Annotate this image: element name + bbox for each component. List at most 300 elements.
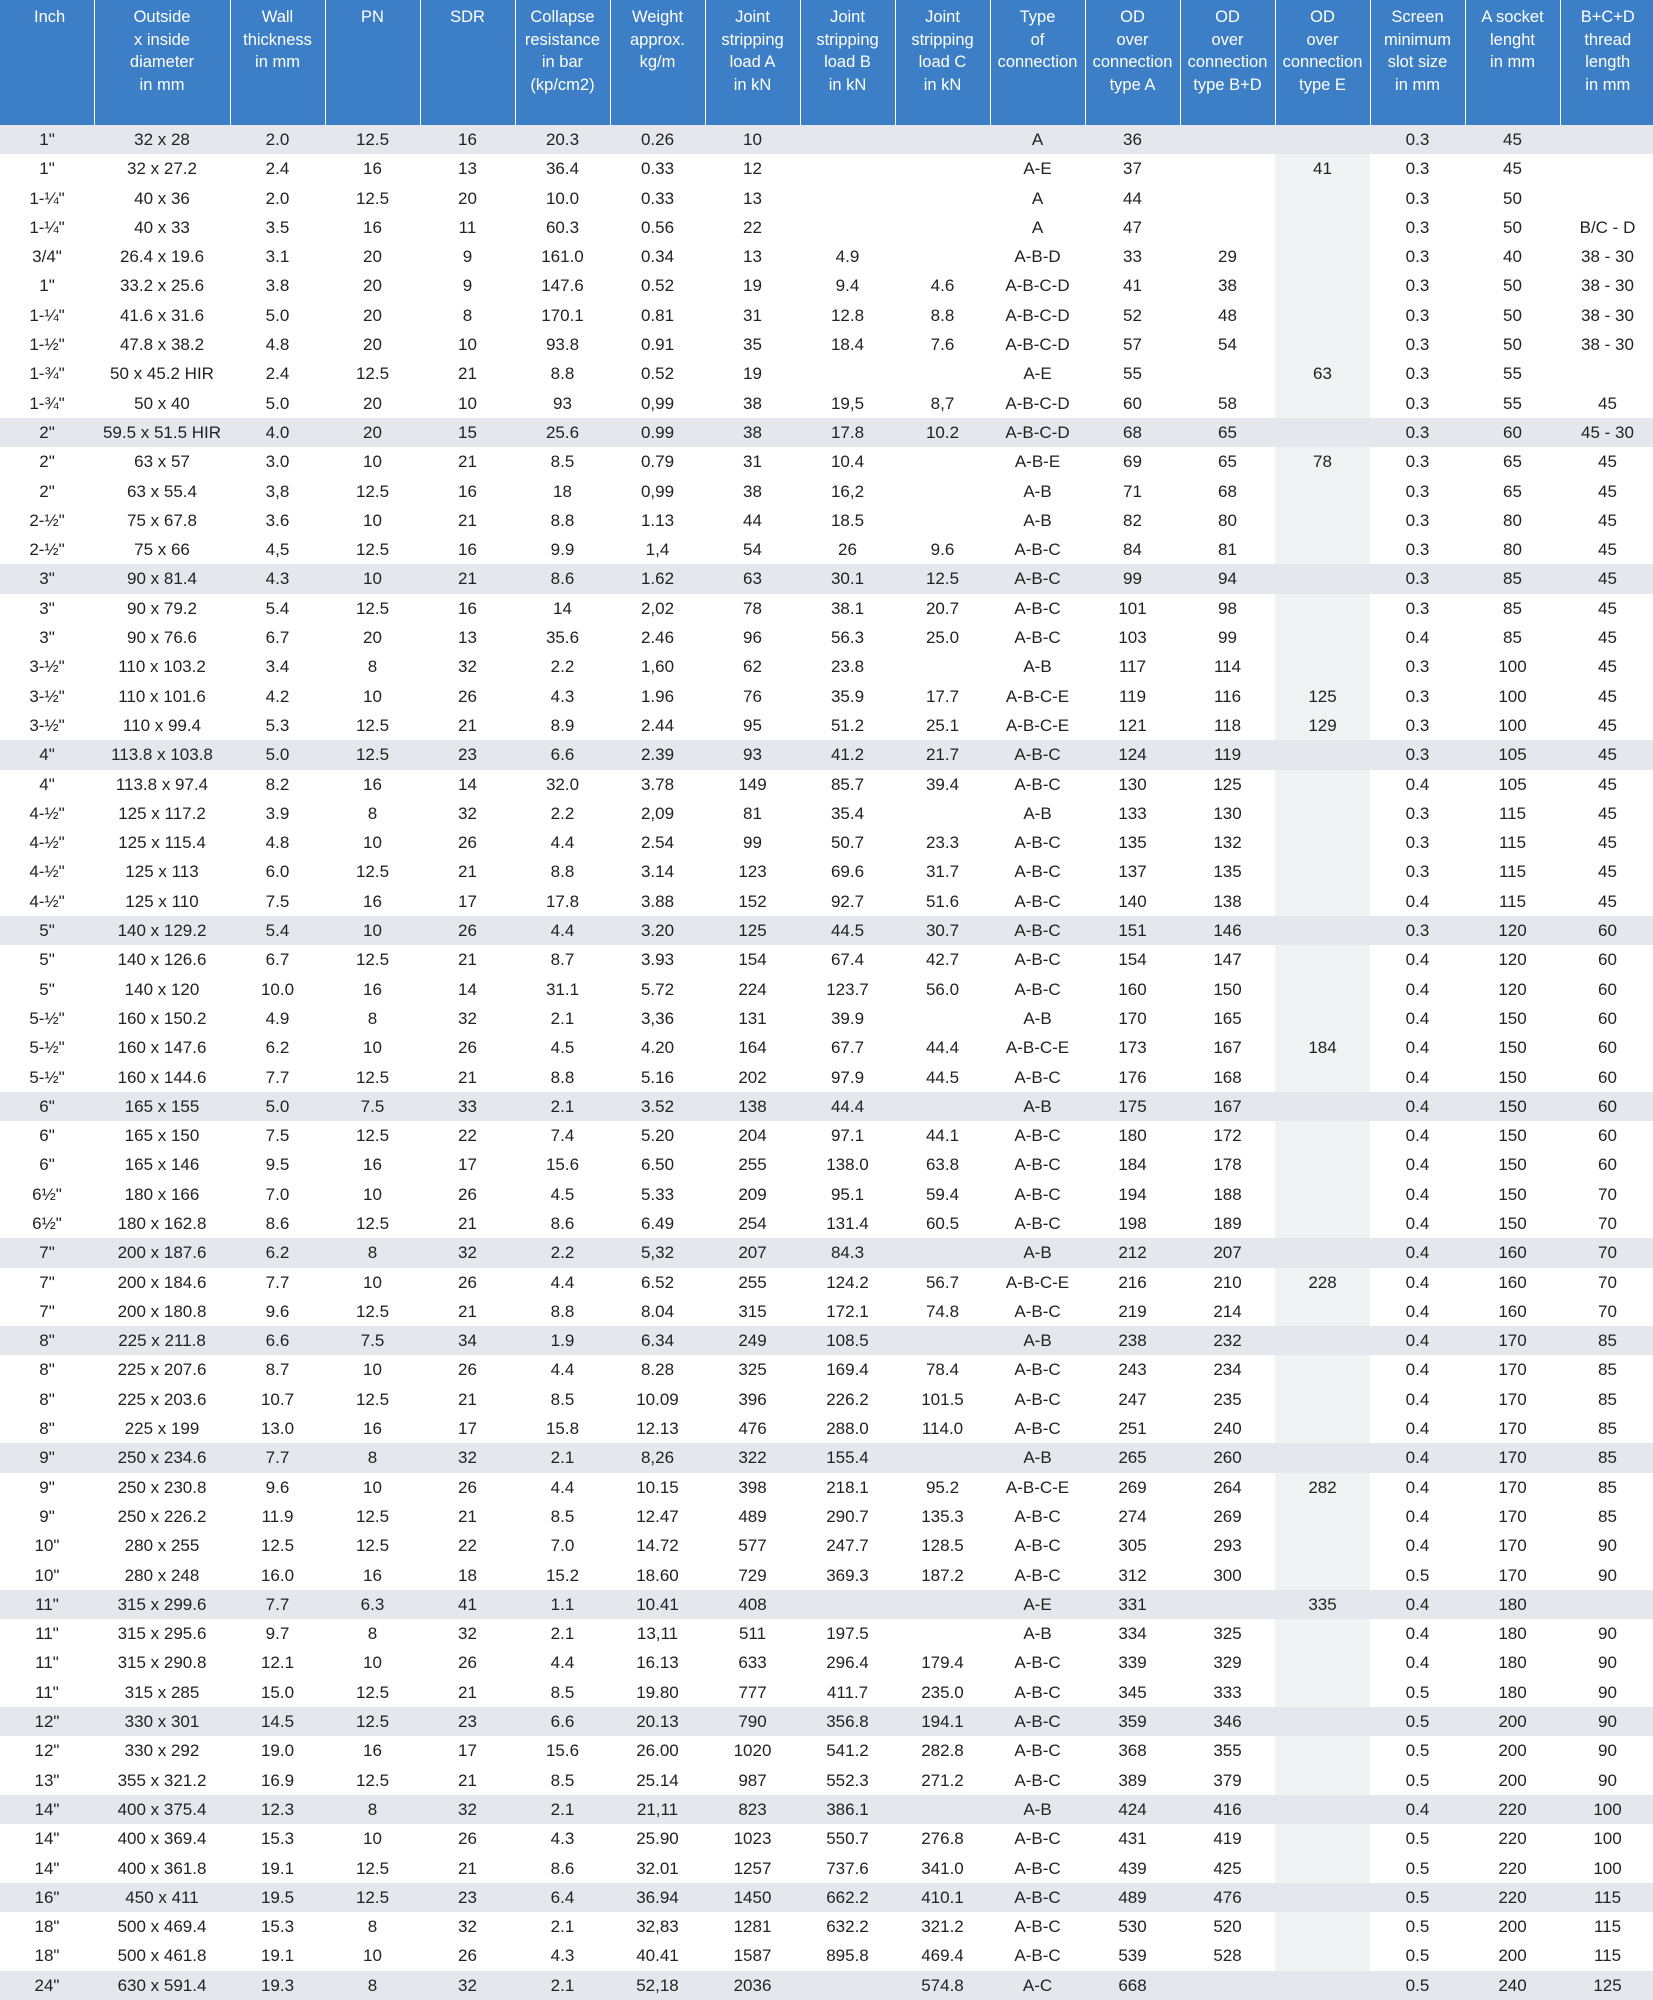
table-cell: 20	[363, 335, 382, 355]
table-cell: 32	[458, 803, 477, 823]
table-cell: 1.1	[515, 1590, 610, 1619]
table-cell: 154	[1118, 950, 1147, 970]
table-cell: 10	[325, 564, 420, 593]
table-cell: 115	[1498, 891, 1527, 911]
table-cell: 305	[1118, 1536, 1147, 1556]
table-cell: 35.6	[545, 628, 580, 648]
table-cell: 45	[1560, 740, 1653, 769]
table-cell: 85	[1503, 598, 1522, 618]
table-cell: 161.0	[541, 247, 584, 267]
table-cell: 38	[743, 393, 762, 413]
table-cell: 50.7	[830, 833, 865, 853]
table-cell: 7.4	[550, 1126, 575, 1146]
table-cell: 226.2	[826, 1389, 869, 1409]
table-cell: A-B-C	[990, 740, 1085, 769]
table-cell: 5.72	[640, 979, 675, 999]
table-cell: 150	[1498, 1008, 1527, 1028]
table-cell: 4.9	[265, 1008, 290, 1028]
table-cell	[895, 154, 990, 183]
table-cell: 6½"	[32, 1213, 62, 1233]
table-cell: A-B-C-D	[1005, 276, 1070, 296]
table-cell: 26	[420, 916, 515, 945]
table-cell: 12.5	[355, 1506, 390, 1526]
table-cell: 60	[1598, 1038, 1617, 1058]
table-cell: 9.5	[265, 1155, 290, 1175]
table-cell: B/C - D	[1579, 217, 1636, 237]
table-cell: A-B	[1023, 1624, 1052, 1644]
table-cell: 200	[1498, 1917, 1527, 1937]
table-cell: 220	[1465, 1795, 1560, 1824]
table-cell: 30.1	[800, 564, 895, 593]
table-cell: 0.4	[1405, 1038, 1430, 1058]
table-cell: 4.20	[640, 1038, 675, 1058]
table-cell: 135	[1213, 862, 1242, 882]
table-cell: 38 - 30	[1581, 305, 1634, 325]
table-cell: 18"	[34, 1917, 60, 1937]
table-cell	[1275, 1766, 1370, 1795]
table-cell: 38	[705, 418, 800, 447]
table-cell: A-B-C	[1014, 1858, 1061, 1878]
table-cell: 19.1	[260, 1858, 295, 1878]
table-cell: 108.5	[800, 1326, 895, 1355]
table-cell: 45	[1598, 510, 1617, 530]
table-cell: 3,36	[640, 1008, 675, 1028]
table-cell: 4.3	[550, 1829, 575, 1849]
table-cell: 9.6	[930, 540, 955, 560]
table-cell: 216	[1118, 1272, 1147, 1292]
table-cell: 6"	[39, 1155, 55, 1175]
table-cell: 341.0	[921, 1858, 964, 1878]
table-cell: 26	[458, 1272, 477, 1292]
table-cell	[1180, 1590, 1275, 1619]
table-cell: 4-½"	[29, 803, 65, 823]
table-row	[0, 1912, 1653, 1941]
table-cell: 550.7	[826, 1829, 869, 1849]
table-cell: 84	[1123, 540, 1142, 560]
table-cell: 0.3	[1405, 598, 1430, 618]
table-cell: 0.4	[1405, 774, 1430, 794]
table-cell: 12.47	[636, 1506, 679, 1526]
table-cell: 249	[705, 1326, 800, 1355]
table-row	[0, 975, 1653, 1004]
table-cell: 26	[458, 833, 477, 853]
table-cell: 31.7	[925, 862, 960, 882]
table-cell: 40 x 33	[134, 217, 190, 237]
table-cell: 13	[743, 247, 762, 267]
table-cell	[1275, 916, 1370, 945]
table-row	[0, 1238, 1653, 1267]
table-cell: 1"	[39, 159, 55, 179]
table-cell: 33.2 x 25.6	[119, 276, 205, 296]
table-cell: 10	[363, 1477, 382, 1497]
table-cell: 1-¼"	[29, 305, 65, 325]
table-row	[0, 1033, 1653, 1062]
table-cell: 6.0	[265, 862, 290, 882]
table-cell: 356.8	[800, 1707, 895, 1736]
table-cell: 5.20	[640, 1126, 675, 1146]
table-cell: 45	[1598, 774, 1617, 794]
table-cell: 12.5	[355, 1536, 390, 1556]
table-cell: 250 x 234.6	[94, 1443, 230, 1472]
table-cell: A-B-C	[1014, 1213, 1061, 1233]
table-cell	[1275, 125, 1370, 154]
table-cell: 2.44	[640, 715, 675, 735]
table-cell: 0.3	[1370, 916, 1465, 945]
table-cell: 9.7	[265, 1624, 290, 1644]
table-cell: 40	[1503, 247, 1522, 267]
table-cell: 12.5	[355, 1126, 390, 1146]
table-cell: 45	[1598, 628, 1617, 648]
table-cell	[1275, 1385, 1370, 1414]
column-header: SDR	[420, 0, 515, 125]
table-cell: 0.26	[610, 125, 705, 154]
table-cell: 167	[1213, 1038, 1242, 1058]
table-cell: 20	[363, 628, 382, 648]
column-header: Collapse resistance in bar (kp/cm2)	[515, 0, 610, 125]
table-cell: 1020	[733, 1741, 772, 1761]
table-cell: A-B-C-D	[1005, 305, 1070, 325]
table-cell: 6.6	[515, 1707, 610, 1736]
table-cell: 140 x 120	[124, 979, 200, 999]
table-cell: 21	[458, 452, 477, 472]
table-cell: 60	[1598, 1155, 1617, 1175]
table-cell	[1275, 418, 1370, 447]
table-cell: A-B	[990, 1092, 1085, 1121]
table-row	[0, 1824, 1653, 1853]
table-cell: 530	[1118, 1917, 1147, 1937]
table-cell: 4.0	[230, 418, 325, 447]
table-cell: 0.5	[1405, 1858, 1430, 1878]
table-cell: 0.33	[640, 159, 675, 179]
table-cell: 19	[743, 276, 762, 296]
table-cell: 9	[462, 276, 473, 296]
table-cell: 3.4	[265, 657, 290, 677]
table-cell: 13	[458, 159, 477, 179]
table-cell: 80	[1503, 540, 1522, 560]
table-cell: 265	[1085, 1443, 1180, 1472]
table-cell: 2.0	[265, 188, 290, 208]
table-cell: 124	[1085, 740, 1180, 769]
table-cell: 52,18	[610, 1971, 705, 2000]
table-cell: 11"	[35, 1624, 59, 1644]
table-row	[0, 1854, 1653, 1883]
table-cell: 85	[1598, 1477, 1617, 1497]
table-cell: 9.9	[550, 540, 575, 560]
table-cell: 240	[1465, 1971, 1560, 2000]
table-cell	[1275, 594, 1370, 623]
table-cell: A-B-C	[1014, 1770, 1061, 1790]
table-cell: 330 x 301	[94, 1707, 230, 1736]
table-cell: 3.6	[265, 510, 290, 530]
table-cell: 0.4	[1405, 1184, 1430, 1204]
table-cell: 10	[363, 1829, 382, 1849]
table-cell: 6.6	[515, 740, 610, 769]
table-cell: 114.0	[921, 1419, 964, 1439]
table-cell: 26.4 x 19.6	[119, 247, 205, 267]
table-cell: 26.00	[636, 1741, 679, 1761]
table-cell: 50	[1503, 188, 1522, 208]
table-cell: 0.5	[1370, 1707, 1465, 1736]
table-cell: 5.0	[265, 305, 290, 325]
table-cell: 16	[363, 774, 382, 794]
table-cell: 84.3	[800, 1238, 895, 1267]
table-cell: 379	[1213, 1770, 1242, 1790]
table-cell: 90	[1598, 1770, 1617, 1790]
table-cell: 10	[705, 125, 800, 154]
table-cell	[1275, 770, 1370, 799]
table-cell	[1275, 1443, 1370, 1472]
table-cell: 82	[1123, 510, 1142, 530]
table-cell: 0.5	[1370, 1883, 1465, 1912]
table-cell: 12"	[0, 1707, 94, 1736]
table-cell: 4.3	[550, 1946, 575, 1966]
table-cell: 12.13	[636, 1419, 679, 1439]
table-cell: 4.4	[550, 1653, 575, 1673]
table-cell: 170	[1498, 1389, 1527, 1409]
column-header: PN	[325, 0, 420, 125]
table-cell: 146	[1180, 916, 1275, 945]
table-cell: 18.4	[830, 335, 865, 355]
table-cell: 58	[1218, 393, 1237, 413]
table-cell: 101.5	[921, 1389, 964, 1409]
table-row	[0, 1941, 1653, 1970]
table-cell: 10	[363, 1038, 382, 1058]
table-cell: 90 x 79.2	[127, 598, 197, 618]
table-cell: 85	[1598, 1506, 1617, 1526]
table-cell: 2.2	[550, 803, 575, 823]
table-cell: 65	[1503, 481, 1522, 501]
table-cell: 44.4	[800, 1092, 895, 1121]
table-cell: 2.1	[550, 1917, 575, 1937]
table-cell	[1275, 535, 1370, 564]
table-cell: 10.7	[260, 1389, 295, 1409]
table-cell: 219	[1118, 1301, 1147, 1321]
table-cell: 269	[1213, 1506, 1242, 1526]
table-cell: 45	[1598, 540, 1617, 560]
table-cell: 0.3	[1405, 803, 1430, 823]
table-cell: 489	[738, 1506, 767, 1526]
table-cell: 59.5 x 51.5 HIR	[94, 418, 230, 447]
table-cell: 315	[738, 1301, 767, 1321]
table-row	[0, 1180, 1653, 1209]
table-cell: 45	[1598, 657, 1617, 677]
table-cell	[1560, 154, 1653, 183]
table-cell: 14"	[34, 1829, 60, 1849]
table-cell: 4-½"	[29, 833, 65, 853]
table-cell: 0.4	[1405, 1067, 1430, 1087]
table-cell	[1275, 1854, 1370, 1883]
table-cell: 225 x 211.8	[94, 1326, 230, 1355]
table-cell: 93	[553, 393, 572, 413]
table-cell: 180	[1118, 1126, 1147, 1146]
table-cell: 4.4	[550, 1477, 575, 1497]
table-cell: 85	[1598, 1389, 1617, 1409]
table-cell: 12.8	[830, 305, 865, 325]
table-cell: 41	[420, 1590, 515, 1619]
table-cell: 60	[1560, 1092, 1653, 1121]
table-row	[0, 887, 1653, 916]
table-cell: 987	[738, 1770, 767, 1790]
table-cell: 0.3	[1405, 657, 1430, 677]
table-cell: A-B-C	[1014, 1506, 1061, 1526]
table-cell: 100	[1593, 1829, 1622, 1849]
table-cell: 2.4	[265, 364, 290, 384]
table-cell	[1180, 125, 1275, 154]
table-cell: 520	[1213, 1917, 1242, 1937]
table-cell: 165 x 146	[124, 1155, 200, 1175]
table-cell: 8.5	[550, 1506, 575, 1526]
table-cell: 5.4	[230, 916, 325, 945]
table-cell: 1,4	[645, 540, 670, 560]
table-cell	[1275, 1121, 1370, 1150]
table-cell: 67.7	[830, 1038, 865, 1058]
table-cell: 150	[1498, 1213, 1527, 1233]
table-cell: 6.2	[230, 1238, 325, 1267]
table-cell: 140	[1118, 891, 1147, 911]
table-cell: A-B-C	[1014, 891, 1061, 911]
table-cell: 1281	[733, 1917, 772, 1937]
table-cell: 60	[1598, 1126, 1617, 1146]
table-cell: 19	[743, 364, 762, 384]
table-cell: 42.7	[925, 950, 960, 970]
table-cell: 4.3	[550, 686, 575, 706]
table-cell: 14	[458, 979, 477, 999]
table-cell: 280 x 248	[124, 1565, 200, 1585]
table-cell	[1275, 506, 1370, 535]
table-cell: 3.14	[640, 862, 675, 882]
table-cell: 1-¾"	[29, 364, 65, 384]
table-cell: 3.0	[265, 452, 290, 472]
table-cell: 12.5	[325, 1707, 420, 1736]
table-cell: 21.7	[895, 740, 990, 769]
table-cell: 6.50	[640, 1155, 675, 1175]
table-cell	[1275, 1619, 1370, 1648]
table-cell: 100	[1498, 657, 1527, 677]
table-cell: 17	[458, 891, 477, 911]
table-cell: 6.52	[640, 1272, 675, 1292]
table-cell: 100	[1498, 715, 1527, 735]
table-cell: 60	[1123, 393, 1142, 413]
table-cell: 8	[325, 1443, 420, 1472]
table-cell: 60.5	[925, 1213, 960, 1233]
table-cell: 10.41	[610, 1590, 705, 1619]
table-cell: 369.3	[826, 1565, 869, 1585]
table-cell: 0.4	[1405, 1506, 1430, 1526]
table-cell: 150	[1498, 1038, 1527, 1058]
table-cell	[1275, 1150, 1370, 1179]
table-cell: 1"	[0, 125, 94, 154]
table-cell: 3"	[39, 598, 55, 618]
table-cell	[1275, 564, 1370, 593]
table-cell: 630 x 591.4	[94, 1971, 230, 2000]
table-cell: 8.6	[550, 1858, 575, 1878]
table-cell: 19.1	[260, 1946, 295, 1966]
table-cell	[1275, 1531, 1370, 1560]
table-cell: 1,60	[640, 657, 675, 677]
table-cell: 8.6	[265, 1213, 290, 1233]
table-cell: 21	[458, 510, 477, 530]
table-cell: 539	[1118, 1946, 1147, 1966]
table-cell: 13	[458, 628, 477, 648]
table-cell: 54	[743, 540, 762, 560]
table-cell: 165 x 150	[124, 1126, 200, 1146]
table-cell: 1023	[733, 1829, 772, 1849]
table-cell: 1-¾"	[29, 393, 65, 413]
table-cell: 90 x 81.4	[94, 564, 230, 593]
table-cell: 176	[1118, 1067, 1147, 1087]
table-cell: 15.3	[260, 1917, 295, 1937]
table-cell: 179.4	[921, 1653, 964, 1673]
table-cell	[1275, 1824, 1370, 1853]
table-cell: 633	[738, 1653, 767, 1673]
table-cell	[800, 1971, 895, 2000]
table-row	[0, 623, 1653, 652]
table-cell: 8.8	[550, 1301, 575, 1321]
table-cell: 400 x 361.8	[117, 1858, 207, 1878]
table-cell: 250 x 226.2	[117, 1506, 207, 1526]
table-cell: 312	[1118, 1565, 1147, 1585]
table-cell: 65	[1180, 418, 1275, 447]
table-row	[0, 682, 1653, 711]
table-cell: 85	[1560, 1443, 1653, 1472]
table-cell: 150	[1213, 979, 1242, 999]
table-cell: 315 x 290.8	[117, 1653, 207, 1673]
table-cell: A-B-C	[1014, 862, 1061, 882]
table-row	[0, 213, 1653, 242]
table-cell: 4.5	[550, 1038, 575, 1058]
table-cell: 200 x 187.6	[94, 1238, 230, 1267]
table-cell: 7.7	[230, 1443, 325, 1472]
table-cell: 16	[363, 1155, 382, 1175]
table-cell: 14.72	[636, 1536, 679, 1556]
table-cell: 15.0	[260, 1682, 295, 1702]
column-header: B+C+D thread length in mm	[1560, 0, 1653, 125]
table-cell	[895, 799, 990, 828]
table-cell: 63 x 57	[134, 452, 190, 472]
table-cell: A-B-C	[990, 564, 1085, 593]
table-cell: 119	[1180, 740, 1275, 769]
table-cell: 25.90	[636, 1829, 679, 1849]
table-cell: 160 x 147.6	[117, 1038, 207, 1058]
table-cell: 56.3	[830, 628, 865, 648]
table-cell: 117	[1118, 657, 1147, 677]
table-cell: 243	[1118, 1360, 1147, 1380]
table-cell: 4.5	[550, 1184, 575, 1204]
table-cell: 2.46	[640, 628, 675, 648]
table-cell: 12.5	[355, 1858, 390, 1878]
table-cell	[1275, 652, 1370, 681]
table-cell: A-B-C-E	[1005, 715, 1070, 735]
table-row	[0, 740, 1653, 769]
table-cell: 21	[458, 862, 477, 882]
table-cell: 160	[1118, 979, 1147, 999]
table-cell: 20.3	[515, 125, 610, 154]
table-cell: 130	[1213, 803, 1242, 823]
table-cell: 8.6	[515, 564, 610, 593]
table-cell: 12.5	[355, 1389, 390, 1409]
table-cell: 0.5	[1405, 1682, 1430, 1702]
table-cell: A-B-C	[1014, 1067, 1061, 1087]
column-header: Inch	[0, 0, 94, 125]
table-cell: 16	[363, 1565, 382, 1585]
table-cell: 123.7	[826, 979, 869, 999]
table-cell: 33	[1123, 247, 1142, 267]
table-cell: 10	[363, 510, 382, 530]
table-cell: 8.8	[550, 862, 575, 882]
table-cell: 9"	[39, 1477, 55, 1497]
table-cell	[800, 154, 895, 183]
table-cell: 17.7	[925, 686, 960, 706]
